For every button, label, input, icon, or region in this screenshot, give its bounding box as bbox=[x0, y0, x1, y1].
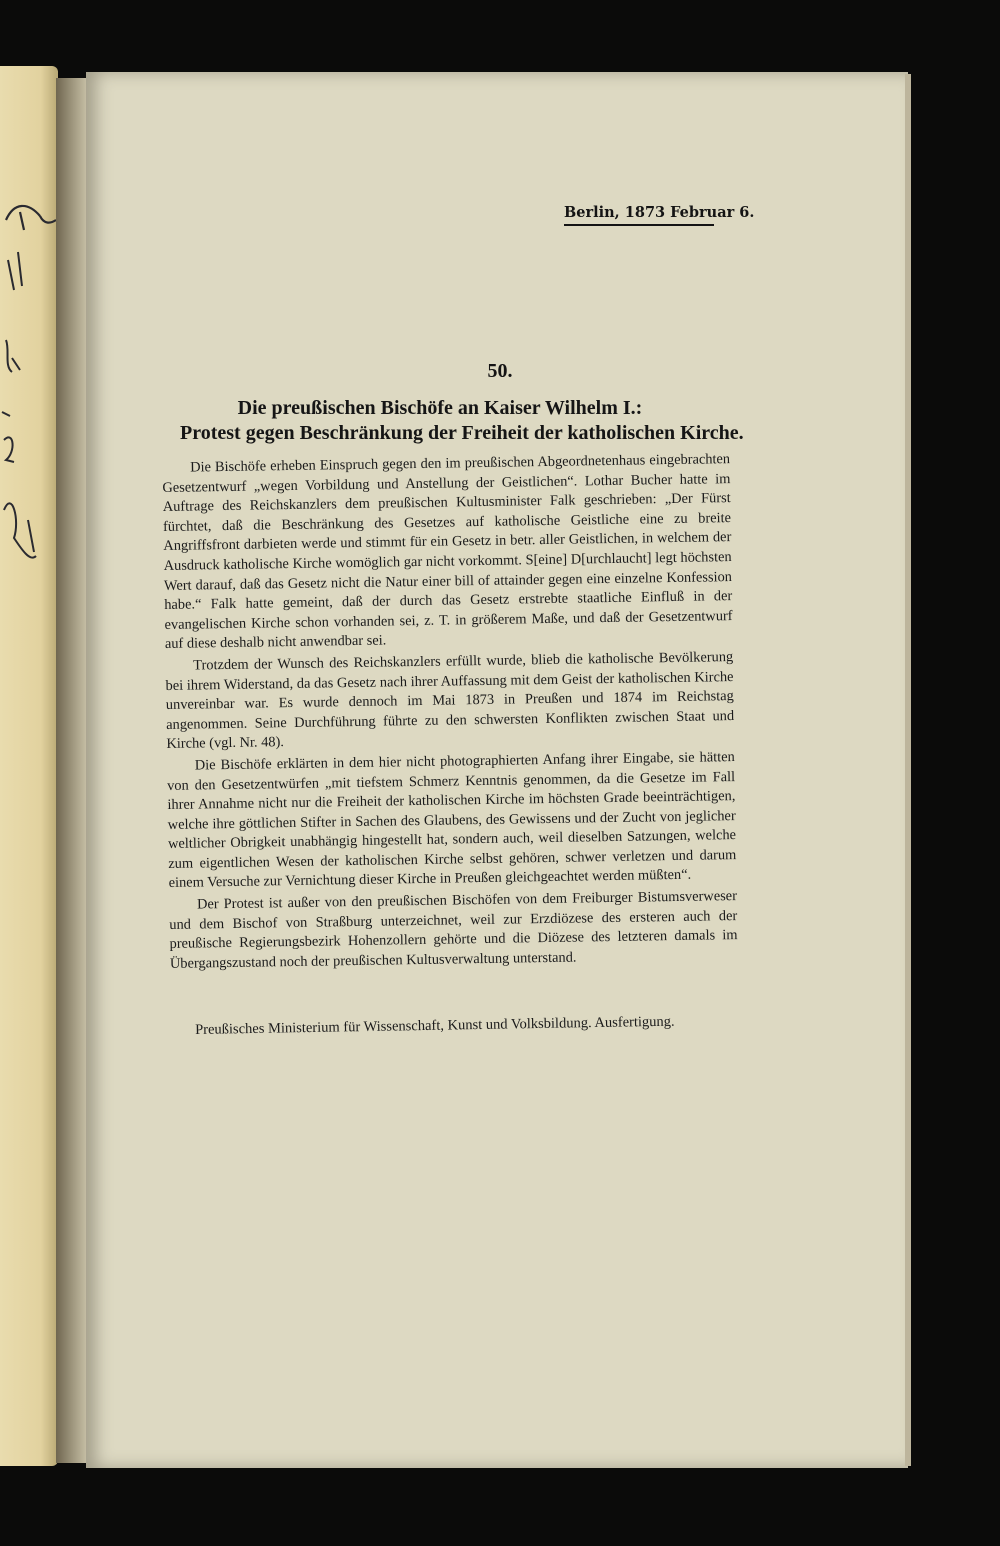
paragraph: Trotzdem der Wunsch des Reichskanzlers erfüllt wurde, blieb die katholische Bevölkerung bei ihrem Widerstand, da das Gesetz nach ihrer Auffassung mit dem Geist der katholischen Kirche unvereinbar war. Es wurde dennoch im Mai 1873 in Preußen und 1874 im Reichstag angenommen. Seine Durchführung führte zu den schwersten Konflikten zwischen Staat und Kirche (vgl. Nr. 48). bbox=[165, 648, 735, 753]
paragraph: Die Bischöfe erheben Einspruch gegen den im preußischen Abgeordnetenhaus eingebrachten Gesetzentwurf „wegen Vorbildung und Anstellung der Geistlichen“. Lothar Bucher hatte im Auftrage des Reichskanzlers dem preußischen Kultusminister Falk geschrieben: „Der Fürst fürchtet, daß die Beschränkung des Gesetzes auf katholische Geistliche eine zu breite Angriffsfront darbieten werde und stimmt für ein Gesetz in betr. aller Geistlichen, in welchem der Ausdruck katholische Kirche womöglich gar nicht vorkommt. S[eine] D[urchlaucht] legt höchsten Wert darauf, daß das Gesetz nicht die Natur einer bill of attainder gegen eine einzelne Konfession habe.“ Falk hatte gemeint, daß der durch das Gesetz erstrebte staatliche Einfluß in der evangelischen Kirche schon vorhanden sei, z. T. in größerem Maße, und daß der Gesetzentwurf auf diese deshalb nicht anwendbar sei. bbox=[162, 451, 733, 653]
handwritten-marks bbox=[0, 190, 60, 590]
document-title bbox=[180, 396, 744, 446]
paragraph: Die Bischöfe erklärten in dem hier nicht photographierten Anfang ihrer Eingabe, sie hätten von den Gesetzentwürfen „mit tiefstem Schmerz Kenntnis genommen, da die Gesetze im Fall ihrer Annahme nicht nur die Freiheit der katholischen Kirche im höchsten Grade beeinträchtigen, welche ihre göttlichen Stifter in Sachen des Glaubens, des Gewissens und der Zucht von jeglicher weltlicher Obrigkeit unabhängig hingestellt hat, sondern auch, weil dieselben Satzungen, welche zum eigentlichen Wesen der katholischen Kirche selbst gehören, schwer verletzen und darum einem Versuche zur Vernichtung dieser Kirche in Preußen gleichgeachtet werden müßten“. bbox=[167, 748, 737, 892]
paragraph: Der Protest ist außer von den preußischen Bischöfen von dem Freiburger Bistumsverweser und dem Bischof von Straßburg unterzeichnet, weil zur Erzdiözese des ersteren auch der preußische Regierungsbezirk Hohenzollern gehörte und die Diözese des letzteren damals im Übergangszustand noch der preußischen Kultusverwaltung unterstand. bbox=[169, 888, 738, 972]
place-date-heading: Berlin, 1873 Februar 6. bbox=[564, 204, 714, 226]
title-line-2: Protest gegen Beschränkung der Freiheit der katholischen Kirche. bbox=[180, 422, 744, 444]
book-gutter bbox=[56, 78, 90, 1463]
page-edge bbox=[905, 74, 911, 1466]
source-note: Preußisches Ministerium für Wissenschaft, Kunst und Volksbildung. Ausfertigung. bbox=[195, 1013, 675, 1038]
commentary-text bbox=[162, 450, 738, 976]
title-line-1: Die preußischen Bischöfe an Kaiser Wilhelm I.: bbox=[237, 397, 643, 419]
document-number: 50. bbox=[487, 360, 513, 382]
